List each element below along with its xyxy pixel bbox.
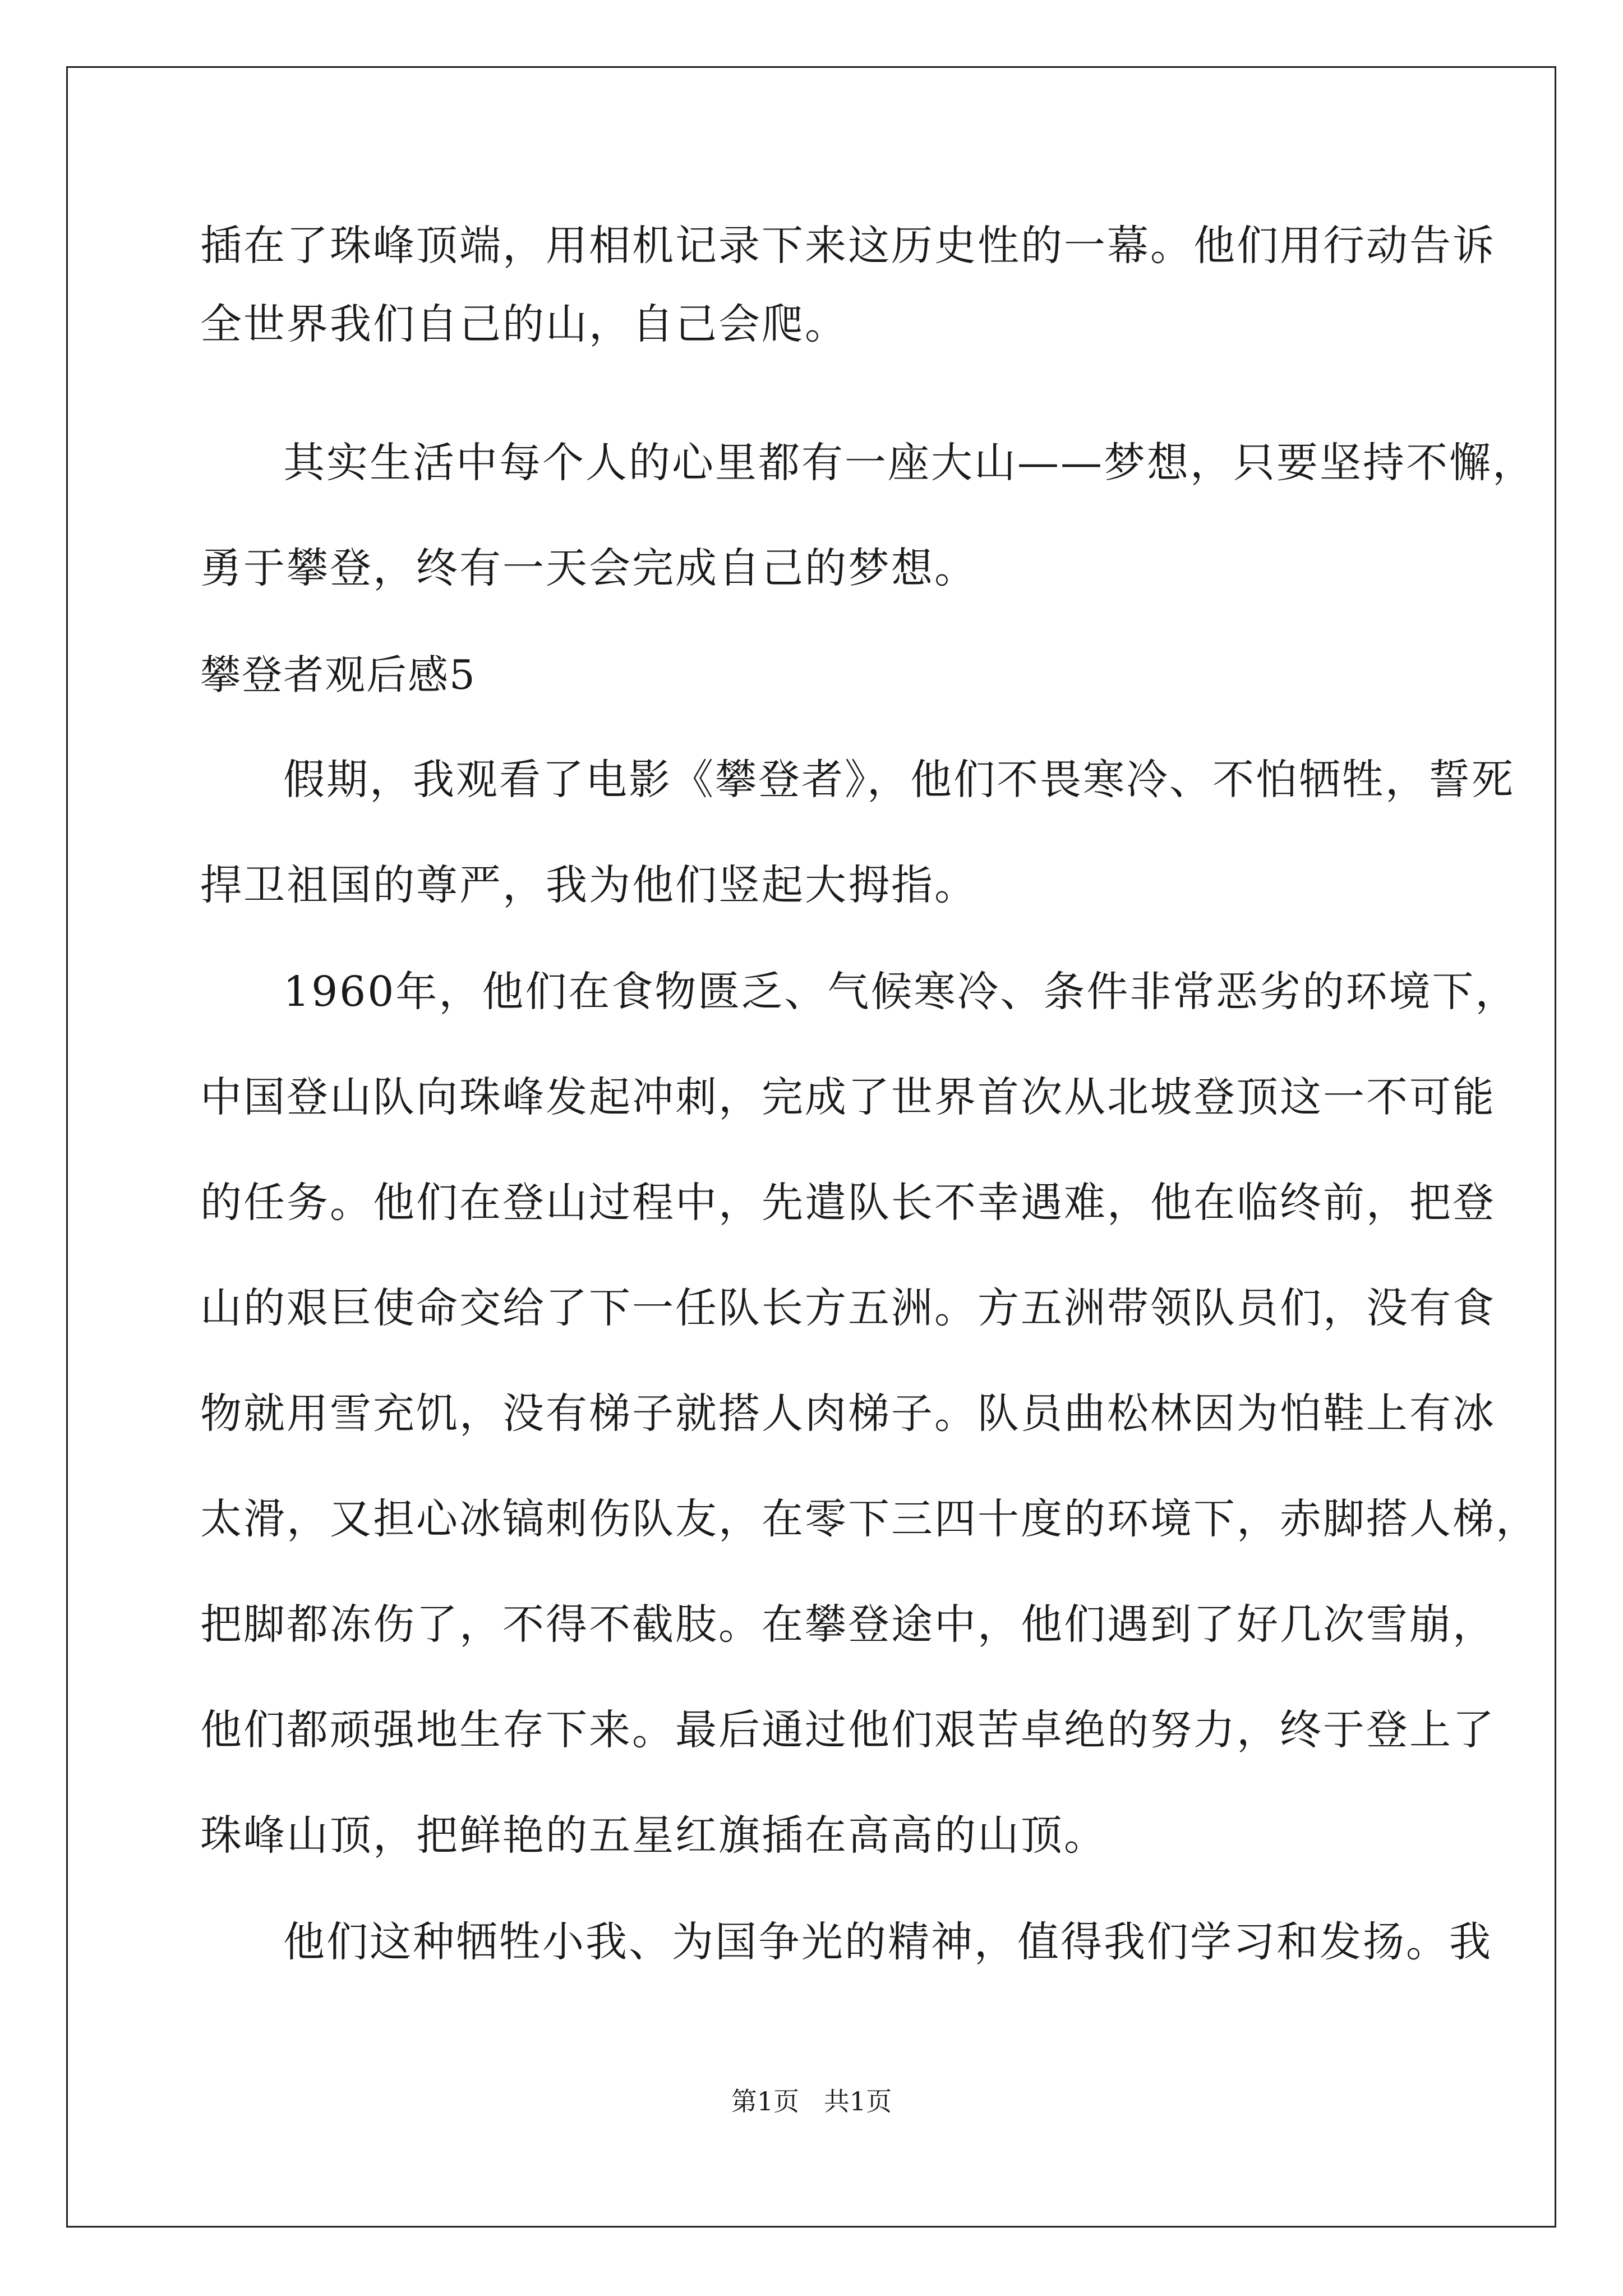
page-border xyxy=(66,66,1556,2228)
paragraph-line: 假期，我观看了电影《攀登者》，他们不畏寒冷、不怕牺牲，誓死 xyxy=(283,756,1515,804)
paragraph-line: 勇于攀登，终有一天会完成自己的梦想。 xyxy=(200,544,978,592)
section-heading: 攀登者观后感5 xyxy=(200,651,476,698)
paragraph-line: 中国登山队向珠峰发起冲刺，完成了世界首次从北坡登顶这一不可能 xyxy=(200,1073,1496,1121)
paragraph-line: 1960年，他们在食物匮乏、气候寒冷、条件非常恶劣的环境下， xyxy=(283,968,1519,1016)
page-footer: 第1页 共1页 xyxy=(731,2086,892,2116)
paragraph-line: 捍卫祖国的尊严，我为他们竖起大拇指。 xyxy=(200,861,978,909)
paragraph-line: 其实生活中每个人的心里都有一座大山——梦想，只要坚持不懈， xyxy=(283,439,1536,487)
paragraph-line: 山的艰巨使命交给了下一任队长方五洲。方五洲带领队员们，没有食 xyxy=(200,1284,1496,1332)
paragraph-line: 全世界我们自己的山，自己会爬。 xyxy=(200,300,848,348)
paragraph-line: 珠峰山顶，把鲜艳的五星红旗插在高高的山顶。 xyxy=(200,1811,1107,1860)
paragraph-line: 把脚都冻伤了，不得不截肢。在攀登途中，他们遇到了好几次雪崩， xyxy=(200,1600,1496,1649)
paragraph-line: 插在了珠峰顶端，用相机记录下来这历史性的一幕。他们用行动告诉 xyxy=(200,222,1496,270)
paragraph-line: 的任务。他们在登山过程中，先遣队长不幸遇难，他在临终前，把登 xyxy=(200,1179,1496,1227)
paragraph-line: 他们都顽强地生存下来。最后通过他们艰苦卓绝的努力，终于登上了 xyxy=(200,1706,1496,1754)
paragraph-line: 他们这种牺牲小我、为国争光的精神，值得我们学习和发扬。我 xyxy=(283,1918,1492,1966)
paragraph-line: 物就用雪充饥，没有梯子就搭人肉梯子。队员曲松林因为怕鞋上有冰 xyxy=(200,1389,1496,1438)
paragraph-line: 太滑，又担心冰镐刺伤队友，在零下三四十度的环境下，赤脚搭人梯， xyxy=(200,1495,1539,1543)
